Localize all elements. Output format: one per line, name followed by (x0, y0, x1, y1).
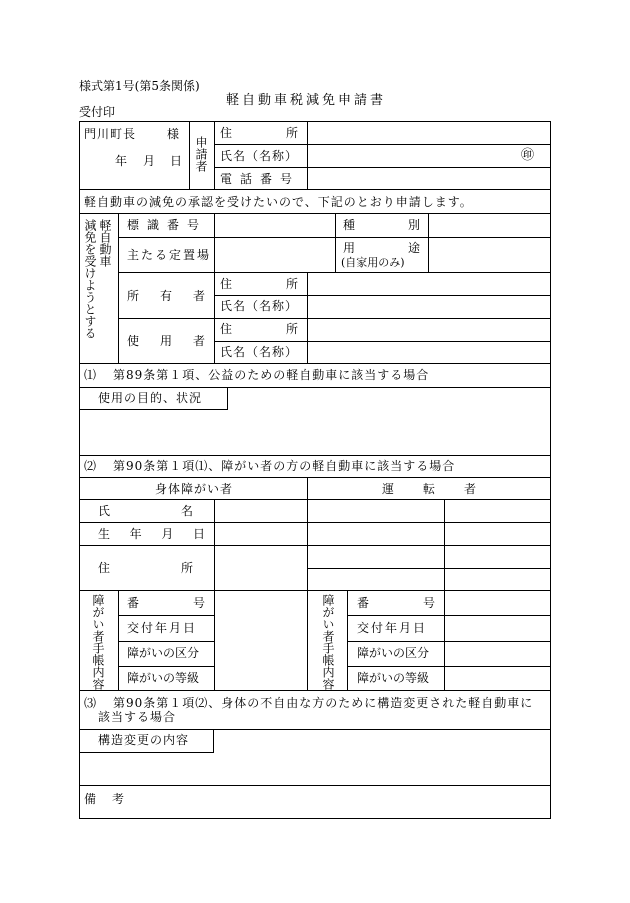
section3-mark: ⑶ (84, 696, 97, 710)
plate-number-label: 標識番号 (127, 218, 208, 232)
applicant-phone-label: 電話番号 (220, 172, 301, 186)
storage-label: 主たる定置場 (127, 248, 212, 262)
vehicle-side-label-1: 軽自動車 (98, 219, 112, 267)
modification-label: 構造変更の内容 (98, 733, 190, 747)
applicant-label: 申請者 (194, 136, 208, 172)
applicant-address-label: 住 所 (220, 126, 298, 140)
driver-class-label: 障がいの区分 (357, 646, 430, 660)
driver-notebook-label: 障がい者手帳内容 (321, 594, 335, 690)
addressee-name: 門川町長 (84, 127, 137, 141)
section1-heading: 第89条第１項、公益のための軽自動車に該当する場合 (113, 368, 430, 382)
owner-name-label: 氏名（名称） (220, 299, 299, 313)
date-month-label: 月 (143, 154, 156, 168)
disabled-number-label: 番 号 (127, 596, 205, 610)
seal-icon: ㊞ (521, 148, 535, 163)
owner-address-label: 住 所 (220, 277, 298, 291)
section3-heading-line1: 第90条第１項⑵、身体の不自由な方のために構造変更された軽自動車に (113, 696, 534, 710)
driver-number-label: 番 号 (357, 596, 435, 610)
disabled-grade-label: 障がいの等級 (127, 671, 200, 685)
received-stamp-label: 受付印 (79, 105, 116, 119)
usage-label: 用 途 (343, 241, 420, 255)
user-label: 使 用 者 (127, 334, 205, 348)
disabled-person-header: 身体障がい者 (155, 482, 234, 496)
remarks-label: 備 考 (84, 792, 124, 806)
user-name-label: 氏名（名称） (220, 345, 299, 359)
section2-mark: ⑵ (84, 459, 97, 473)
intro-text: 軽自動車の減免の承認を受けたいので、下記のとおり申請します。 (84, 195, 473, 209)
category-label: 種 別 (343, 218, 420, 232)
disabled-address-label: 住 所 (98, 561, 193, 575)
driver-issue-date-label: 交付年月日 (357, 621, 428, 635)
applicant-name-label: 氏名（名称） (220, 149, 299, 163)
disabled-issue-date-label: 交付年月日 (127, 621, 198, 635)
form-number: 様式第1号(第5条関係) (79, 79, 200, 93)
section1-mark: ⑴ (84, 368, 97, 382)
purpose-label: 使用の目的、状況 (98, 391, 203, 405)
driver-grade-label: 障がいの等級 (357, 671, 430, 685)
section3-heading-line2: 該当する場合 (98, 710, 177, 724)
applicant-phone-field[interactable] (309, 169, 549, 188)
page-title: 軽自動車税減免申請書 (226, 93, 387, 108)
applicant-address-field[interactable] (309, 123, 549, 143)
disabled-birth-label: 生 年 月 日 (98, 527, 205, 541)
disabled-notebook-label: 障がい者手帳内容 (91, 594, 105, 690)
applicant-name-field[interactable] (309, 146, 509, 166)
usage-note: (自家用のみ) (341, 256, 405, 269)
date-year-label: 年 (115, 154, 128, 168)
vehicle-side-label-2: 減免を受けようとする (83, 219, 97, 339)
user-address-label: 住 所 (220, 322, 298, 336)
disabled-name-label: 氏 名 (98, 504, 193, 518)
owner-label: 所 有 者 (127, 289, 205, 303)
section2-heading: 第90条第１項⑴、障がい者の方の軽自動車に該当する場合 (113, 459, 456, 473)
date-day-label: 日 (170, 154, 183, 168)
driver-header: 運 転 者 (382, 482, 476, 496)
addressee-honorific: 様 (167, 127, 180, 141)
disabled-class-label: 障がいの区分 (127, 646, 200, 660)
